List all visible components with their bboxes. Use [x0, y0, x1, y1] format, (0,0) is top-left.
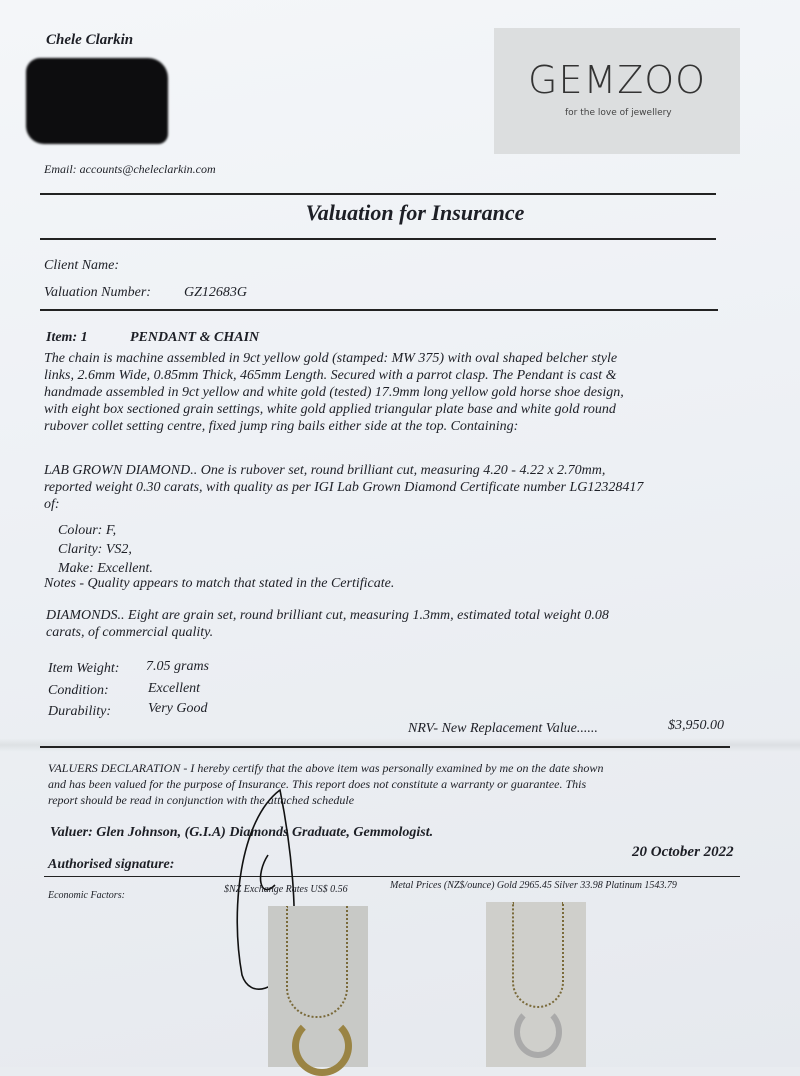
valuers-declaration [48, 760, 603, 808]
durability-value: Very Good [148, 701, 208, 716]
diamonds-section [46, 607, 609, 641]
lab-diamond-section [44, 462, 643, 513]
quality-notes: Notes - Quality appears to match that stated in the Certificate. [44, 576, 395, 591]
redacted-address [26, 58, 168, 144]
item-description [44, 350, 624, 435]
valuer-name: Valuer: Glen Johnson, (G.I.A) Diamonds Graduate, Gemmologist. [50, 825, 434, 840]
weight-label: Item Weight: [48, 661, 120, 676]
weight-value: 7.05 grams [146, 659, 210, 674]
item-heading: PENDANT & CHAIN [130, 330, 260, 345]
description-line: handmade assembled in 9ct yellow and white gold (tested) 17.9mm long yellow gold horse shoe design, [44, 385, 624, 400]
description-line: links, 2.6mm Wide, 0.85mm Thick, 465mm Length. Secured with a parrot clasp. The Pendant is cast & [44, 368, 617, 383]
economic-label: Economic Factors: [48, 890, 125, 901]
declaration-rule [40, 746, 730, 748]
horseshoe-pendant [292, 1016, 352, 1076]
valuation-number: GZ12683G [184, 285, 248, 300]
declaration-line: VALUERS DECLARATION - I hereby certify that the above item was personally examined by me on the date shown [48, 761, 604, 775]
durability-label: Durability: [48, 704, 111, 719]
business-email: Email: accounts@cheleclarkin.com [44, 162, 216, 176]
description-line: The chain is machine assembled in 9ct yellow gold (stamped: MW 375) with oval shaped belcher style [44, 351, 618, 366]
signature-rule [44, 876, 740, 877]
condition-value: Excellent [148, 681, 201, 696]
client-name-label: Client Name: [44, 258, 120, 273]
section-rule [40, 309, 718, 311]
item-label: Item: 1 [46, 330, 88, 345]
signature-label: Authorised signature: [48, 857, 175, 872]
lab-diamond-line: reported weight 0.30 carats, with quality as per IGI Lab Grown Diamond Certificate number LG12328417 [44, 480, 644, 495]
metal-prices: Metal Prices (NZ$/ounce) Gold 2965.45 Silver 33.98 Platinum 1543.79 [390, 880, 677, 891]
business-name: Chele Clarkin [46, 32, 134, 48]
logo-tagline: for the love of jewellery [565, 108, 672, 118]
nrv-label: NRV- New Replacement Value...... [408, 721, 598, 736]
pendant-photo-back [486, 902, 586, 1067]
description-line: with eight box sectioned grain settings, white gold applied triangular plate base and white gold round [44, 402, 616, 417]
description-line: rubover collet setting centre, fixed jump ring bails either side at the top. Containing: [44, 419, 519, 434]
diamonds-line: DIAMONDS.. Eight are grain set, round brilliant cut, measuring 1.3mm, estimated total weight 0.08 [46, 608, 609, 623]
make-grade: Make: Excellent. [58, 561, 153, 576]
declaration-line: and has been valued for the purpose of Insurance. This report does not constitute a warranty or guarantee. This [48, 777, 587, 791]
chain-image [286, 906, 348, 1018]
logo-text: GEMZOO [528, 58, 707, 102]
colour-grade: Colour: F, [58, 523, 117, 538]
horseshoe-pendant [514, 1006, 562, 1058]
nrv-value: $3,950.00 [668, 718, 724, 733]
lab-diamond-line: of: [44, 497, 60, 512]
exchange-rates: $NZ Exchange Rates US$ 0.56 [224, 884, 348, 895]
diamonds-line: carats, of commercial quality. [46, 625, 214, 640]
title-rule-bottom [40, 238, 716, 240]
condition-label: Condition: [48, 683, 109, 698]
declaration-line: report should be read in conjunction with the attached schedule [48, 793, 355, 807]
chain-image [512, 902, 564, 1008]
pendant-photo-front [268, 906, 368, 1067]
clarity-grade: Clarity: VS2, [58, 542, 132, 557]
lab-diamond-line: LAB GROWN DIAMOND.. One is rubover set, round brilliant cut, measuring 4.20 - 4.22 x 2.70mm, [44, 463, 606, 478]
title-rule-top [40, 193, 716, 195]
document-title: Valuation for Insurance [305, 200, 525, 225]
paper-fold [0, 738, 800, 752]
declaration-date: 20 October 2022 [632, 844, 734, 860]
valuation-number-label: Valuation Number: [44, 285, 151, 300]
